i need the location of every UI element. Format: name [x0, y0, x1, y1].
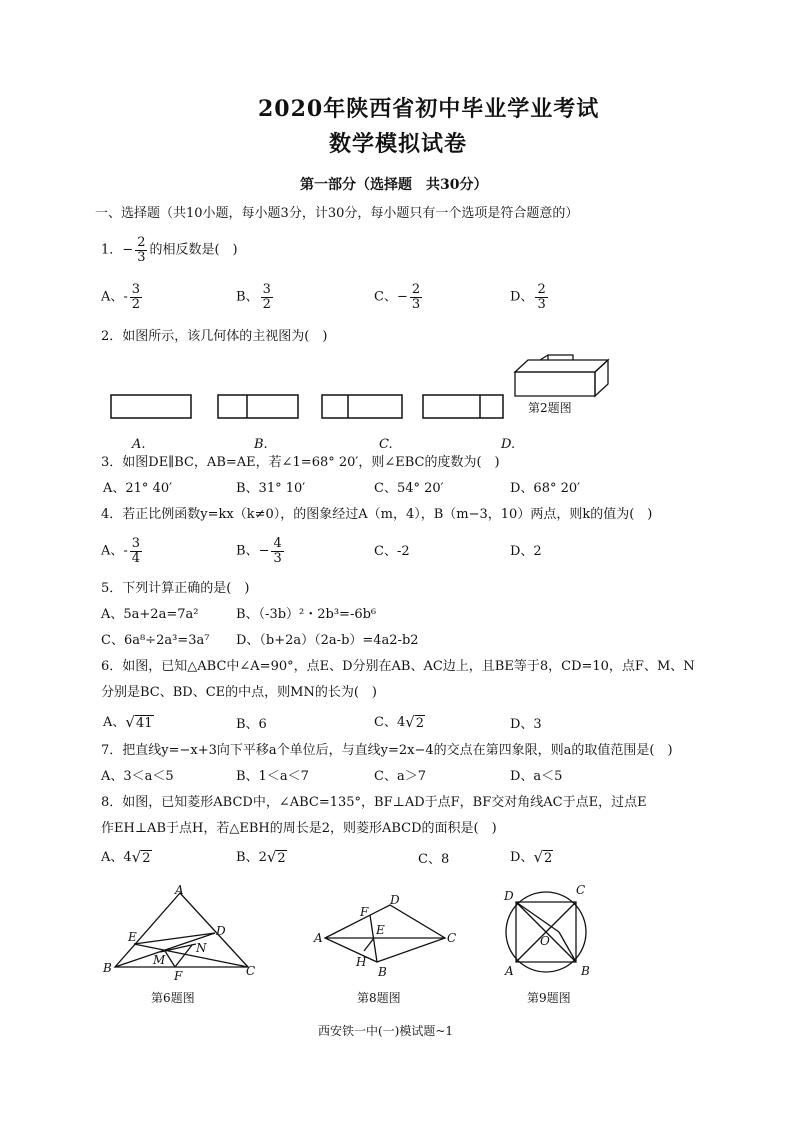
fig8-label-a: A: [314, 931, 323, 945]
question-2: 2．如图所示，该几何体的主视图为( ): [101, 329, 328, 344]
option-c-rect: [322, 395, 402, 418]
q8-option-b: B、2√2: [236, 848, 286, 866]
section-heading: 一、选择题（共10小题，每小题3分，计30分，每小题只有一个选项是符合题意的）: [95, 206, 579, 221]
fig9-caption: 第9题图: [527, 991, 571, 1005]
option-a-rect: [111, 395, 191, 418]
q1-option-b: B、 $\frac{3}{2}$: [236, 282, 271, 312]
fig9-label-a: A: [505, 964, 514, 978]
q4-option-c: C、-2: [374, 544, 410, 559]
q6-option-d: D、3: [510, 717, 542, 732]
fig6-label-b: B: [103, 961, 112, 975]
fig6-label-a: A: [175, 883, 184, 897]
fig8-label-d: D: [390, 893, 400, 907]
q3-option-b: B、31° 10′: [236, 481, 306, 496]
q8-option-a: A、4√2: [101, 848, 151, 866]
fig6-label-d: D: [216, 924, 226, 938]
q2-label-d: D.: [501, 437, 516, 452]
part-heading: 第一部分（选择题 共30分）: [300, 177, 488, 193]
question-7: 7．把直线y=−x+3向下平移a个单位后，与直线y=2x−4的交点在第四象限，则a的取值范围是( ): [101, 743, 673, 758]
q6-option-a: A、√41: [103, 713, 153, 731]
fig8-caption: 第8题图: [357, 991, 401, 1005]
q2-label-c: C.: [379, 437, 393, 452]
q7-option-c: C、a＞7: [374, 769, 426, 784]
q5-option-b: B、（-3b）²・2b³=-6b⁶: [236, 607, 377, 622]
q7-option-d: D、a＜5: [510, 769, 563, 784]
fig8-label-b: B: [378, 965, 387, 979]
question-6-line2: 分别是BC、BD、CE的中点，则MN的长为( ): [101, 685, 377, 700]
q8-option-c: C、8: [418, 852, 450, 867]
q3-option-c: C、54° 20′: [374, 481, 444, 496]
fig8-label-e: E: [376, 923, 385, 937]
question-1: 1．− $\frac{2}{3}$ 的相反数是( ): [101, 235, 238, 265]
q1-option-d: D、 $\frac{2}{3}$: [510, 282, 546, 312]
question-3: 3．如图DE∥BC，AB=AE，若∠1=68° 20′，则∠EBC的度数为( ): [101, 455, 500, 470]
q8-option-d: D、√2: [510, 848, 553, 866]
q7-option-b: B、1＜a＜7: [236, 769, 309, 784]
q7-option-a: A、3＜a＜5: [101, 769, 174, 784]
fig6-label-m: M: [153, 953, 166, 967]
fig9-label-b: B: [581, 964, 590, 978]
question-4: 4．若正比例函数y=kx（k≠0），的图象经过A（m，4），B（m−3，10）两点，则k的值为( ): [101, 507, 653, 522]
exam-title: 2020年陕西省初中毕业学业考试: [258, 96, 600, 122]
fig9-label-c: C: [576, 883, 586, 897]
q3-option-a: A、21° 40′: [103, 481, 173, 496]
fig9-label-d: D: [504, 889, 514, 903]
q6-option-c: C、4√2: [374, 713, 425, 731]
q4-option-b: B、− $\frac{4}{3}$: [236, 536, 282, 566]
question-6-line1: 6．如图，已知△ABC中∠A=90°，点E、D分别在AB、AC边上，且BE等于8，CD=10，点F、M、N: [101, 659, 695, 674]
q1-option-a: A、- $\frac{3}{2}$: [101, 282, 141, 312]
page-footer: 西安铁一中(一)模试题~1: [318, 1024, 454, 1038]
option-d-rect: [423, 395, 503, 418]
option-b-rect: [218, 395, 298, 418]
q5-option-c: C、6a⁸÷2a³=3a⁷: [101, 633, 210, 648]
q4-option-a: A、- $\frac{3}{4}$: [101, 536, 141, 566]
fig6-label-f: F: [174, 969, 183, 983]
fig6-caption: 第6题图: [151, 991, 195, 1005]
q1-option-c: C、− $\frac{2}{3}$: [374, 282, 421, 312]
fig6-label-c: C: [246, 964, 256, 978]
q2-label-a: A.: [132, 437, 146, 452]
question-8-line1: 8．如图，已知菱形ABCD中，∠ABC=135°，BF⊥AD于点F，BF交对角线AC于点E，过点E: [101, 795, 647, 810]
q5-option-d: D、（b+2a）（2a-b）=4a2-b2: [236, 633, 419, 648]
q4-option-d: D、2: [510, 544, 542, 559]
q2-label-b: B.: [254, 437, 268, 452]
geometry-figures: [90, 880, 710, 990]
fig8-label-h: H: [356, 955, 367, 969]
question-8-line2: 作EH⊥AB于点H，若△EBH的周长是2，则菱形ABCD的面积是( ): [101, 821, 497, 836]
fig8-label-f: F: [360, 905, 369, 919]
figure-9: [506, 892, 586, 972]
fig6-label-n: N: [196, 941, 207, 955]
q6-option-b: B、6: [236, 717, 267, 732]
fig6-label-e: E: [128, 930, 137, 944]
q2-caption: 第2题图: [528, 401, 572, 415]
exam-subtitle: 数学模拟试卷: [329, 131, 468, 157]
question-5: 5．下列计算正确的是( ): [101, 581, 250, 596]
q3-option-d: D、68° 20′: [510, 481, 581, 496]
fig8-label-c: C: [447, 931, 457, 945]
solid-3d-figure: [515, 355, 608, 396]
fig9-label-o: O: [540, 934, 550, 948]
q5-option-a: A、5a+2a=7a²: [101, 607, 199, 622]
figure-8: [325, 905, 445, 962]
